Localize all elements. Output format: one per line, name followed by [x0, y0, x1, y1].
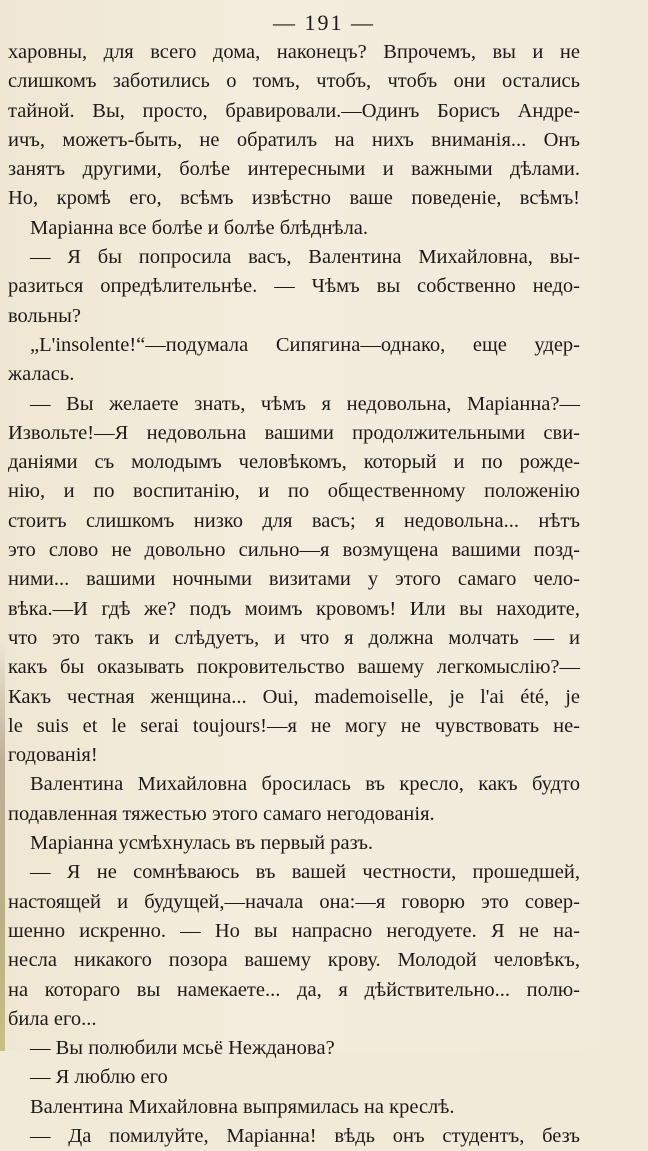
- text-line: на котораго вы намекаете... да, я дѣйствительно... полю-: [8, 978, 580, 1001]
- text-line: ними... вашими ночными визитами у этого самаго чело-: [8, 568, 580, 591]
- text-line: Маріанна все болѣе и болѣе блѣднѣла.: [30, 216, 369, 239]
- text-line: — Я не сомнѣваюсь въ вашей честности, прошедшей,: [30, 861, 580, 884]
- text-line: даніями съ молодымъ человѣкомъ, который и по рожде-: [8, 451, 580, 474]
- text-line: „L'insolente!“—подумала Сипягина—однако, еще удер-: [30, 333, 580, 356]
- text-line: разиться опредѣлительнѣе. — Чѣмъ вы собственно недо-: [8, 275, 580, 298]
- page-number: — 191 —: [273, 10, 375, 35]
- text-line: le suis et le serai toujours!—я не могу не чувствовать не-: [8, 714, 580, 737]
- text-line: какъ бы оказывать покровительство вашему легкомыслію?—: [8, 656, 580, 679]
- text-line: била его...: [8, 1007, 97, 1030]
- text-line: Какъ честная женщина... Oui, mademoiselle, je l'ai été, je: [8, 685, 580, 708]
- text-line: Но, кромѣ его, всѣмъ извѣстно ваше поведеніе, всѣмъ!: [8, 187, 580, 210]
- text-line: — Да помилуйте, Маріанна! вѣдь онъ студентъ, безъ: [30, 1124, 580, 1147]
- page-edge-shadow: [0, 640, 5, 1051]
- text-line: — Вы желаете знать, чѣмъ я недовольна, Маріанна?—: [30, 392, 580, 415]
- text-line: Извольте!—Я недовольна вашими продолжительными сви-: [8, 421, 580, 444]
- text-line: харовны, для всего дома, наконецъ? Впрочемъ, вы и не: [8, 41, 580, 63]
- text-line: подавленная тяжестью этого самаго негодованія.: [8, 802, 435, 825]
- text-line: несла никакого позора вашему крову. Молодой человѣкъ,: [8, 949, 580, 972]
- text-line: ичъ, можетъ-быть, не обратилъ на нихъ вниманія... Онъ: [8, 128, 580, 151]
- text-line: это слово не довольно сильно—я возмущена вашими позд-: [8, 539, 580, 562]
- text-line: занятъ другими, болѣе интересными и важными дѣлами.: [8, 158, 580, 181]
- text-line: вѣка.—И гдѣ же? подъ моимъ кровомъ! Или вы находите,: [8, 597, 580, 620]
- text-line: Валентина Михайловна выпрямилась на креслѣ.: [30, 1095, 455, 1118]
- text-line: слишкомъ заботились о томъ, чтобъ, чтобъ они остались: [8, 70, 580, 93]
- text-line: тайной. Вы, просто, бравировали.—Одинъ Борисъ Андре-: [8, 99, 580, 122]
- text-line: Маріанна усмѣхнулась въ первый разъ.: [30, 832, 374, 855]
- text-line: что это такъ и слѣдуетъ, и что я должна молчать — и: [8, 626, 580, 649]
- body-text: [8, 38, 580, 1151]
- text-line: — Вы полюбили мсьё Неждановa?: [30, 1037, 335, 1060]
- text-line: настоящей и будущей,—начала она:—я говорю это совер-: [8, 890, 580, 913]
- text-line: жалась.: [8, 363, 75, 386]
- text-line: стоитъ слишкомъ низко для васъ; я недовольна... нѣтъ: [8, 509, 580, 532]
- text-line: нію, и по воспитанію, и по общественному положенію: [8, 480, 580, 503]
- text-line: годованія!: [8, 744, 98, 767]
- text-line: — Я люблю его: [30, 1066, 168, 1089]
- text-line: — Я бы попросила васъ, Валентина Михайловна, вы-: [30, 246, 580, 269]
- text-line: шенно искренно. — Но вы напрасно негодуете. Я не на-: [8, 919, 580, 942]
- text-line: вольны?: [8, 304, 81, 327]
- text-line: Валентина Михайловна бросилась въ кресло, какъ будто: [30, 773, 580, 796]
